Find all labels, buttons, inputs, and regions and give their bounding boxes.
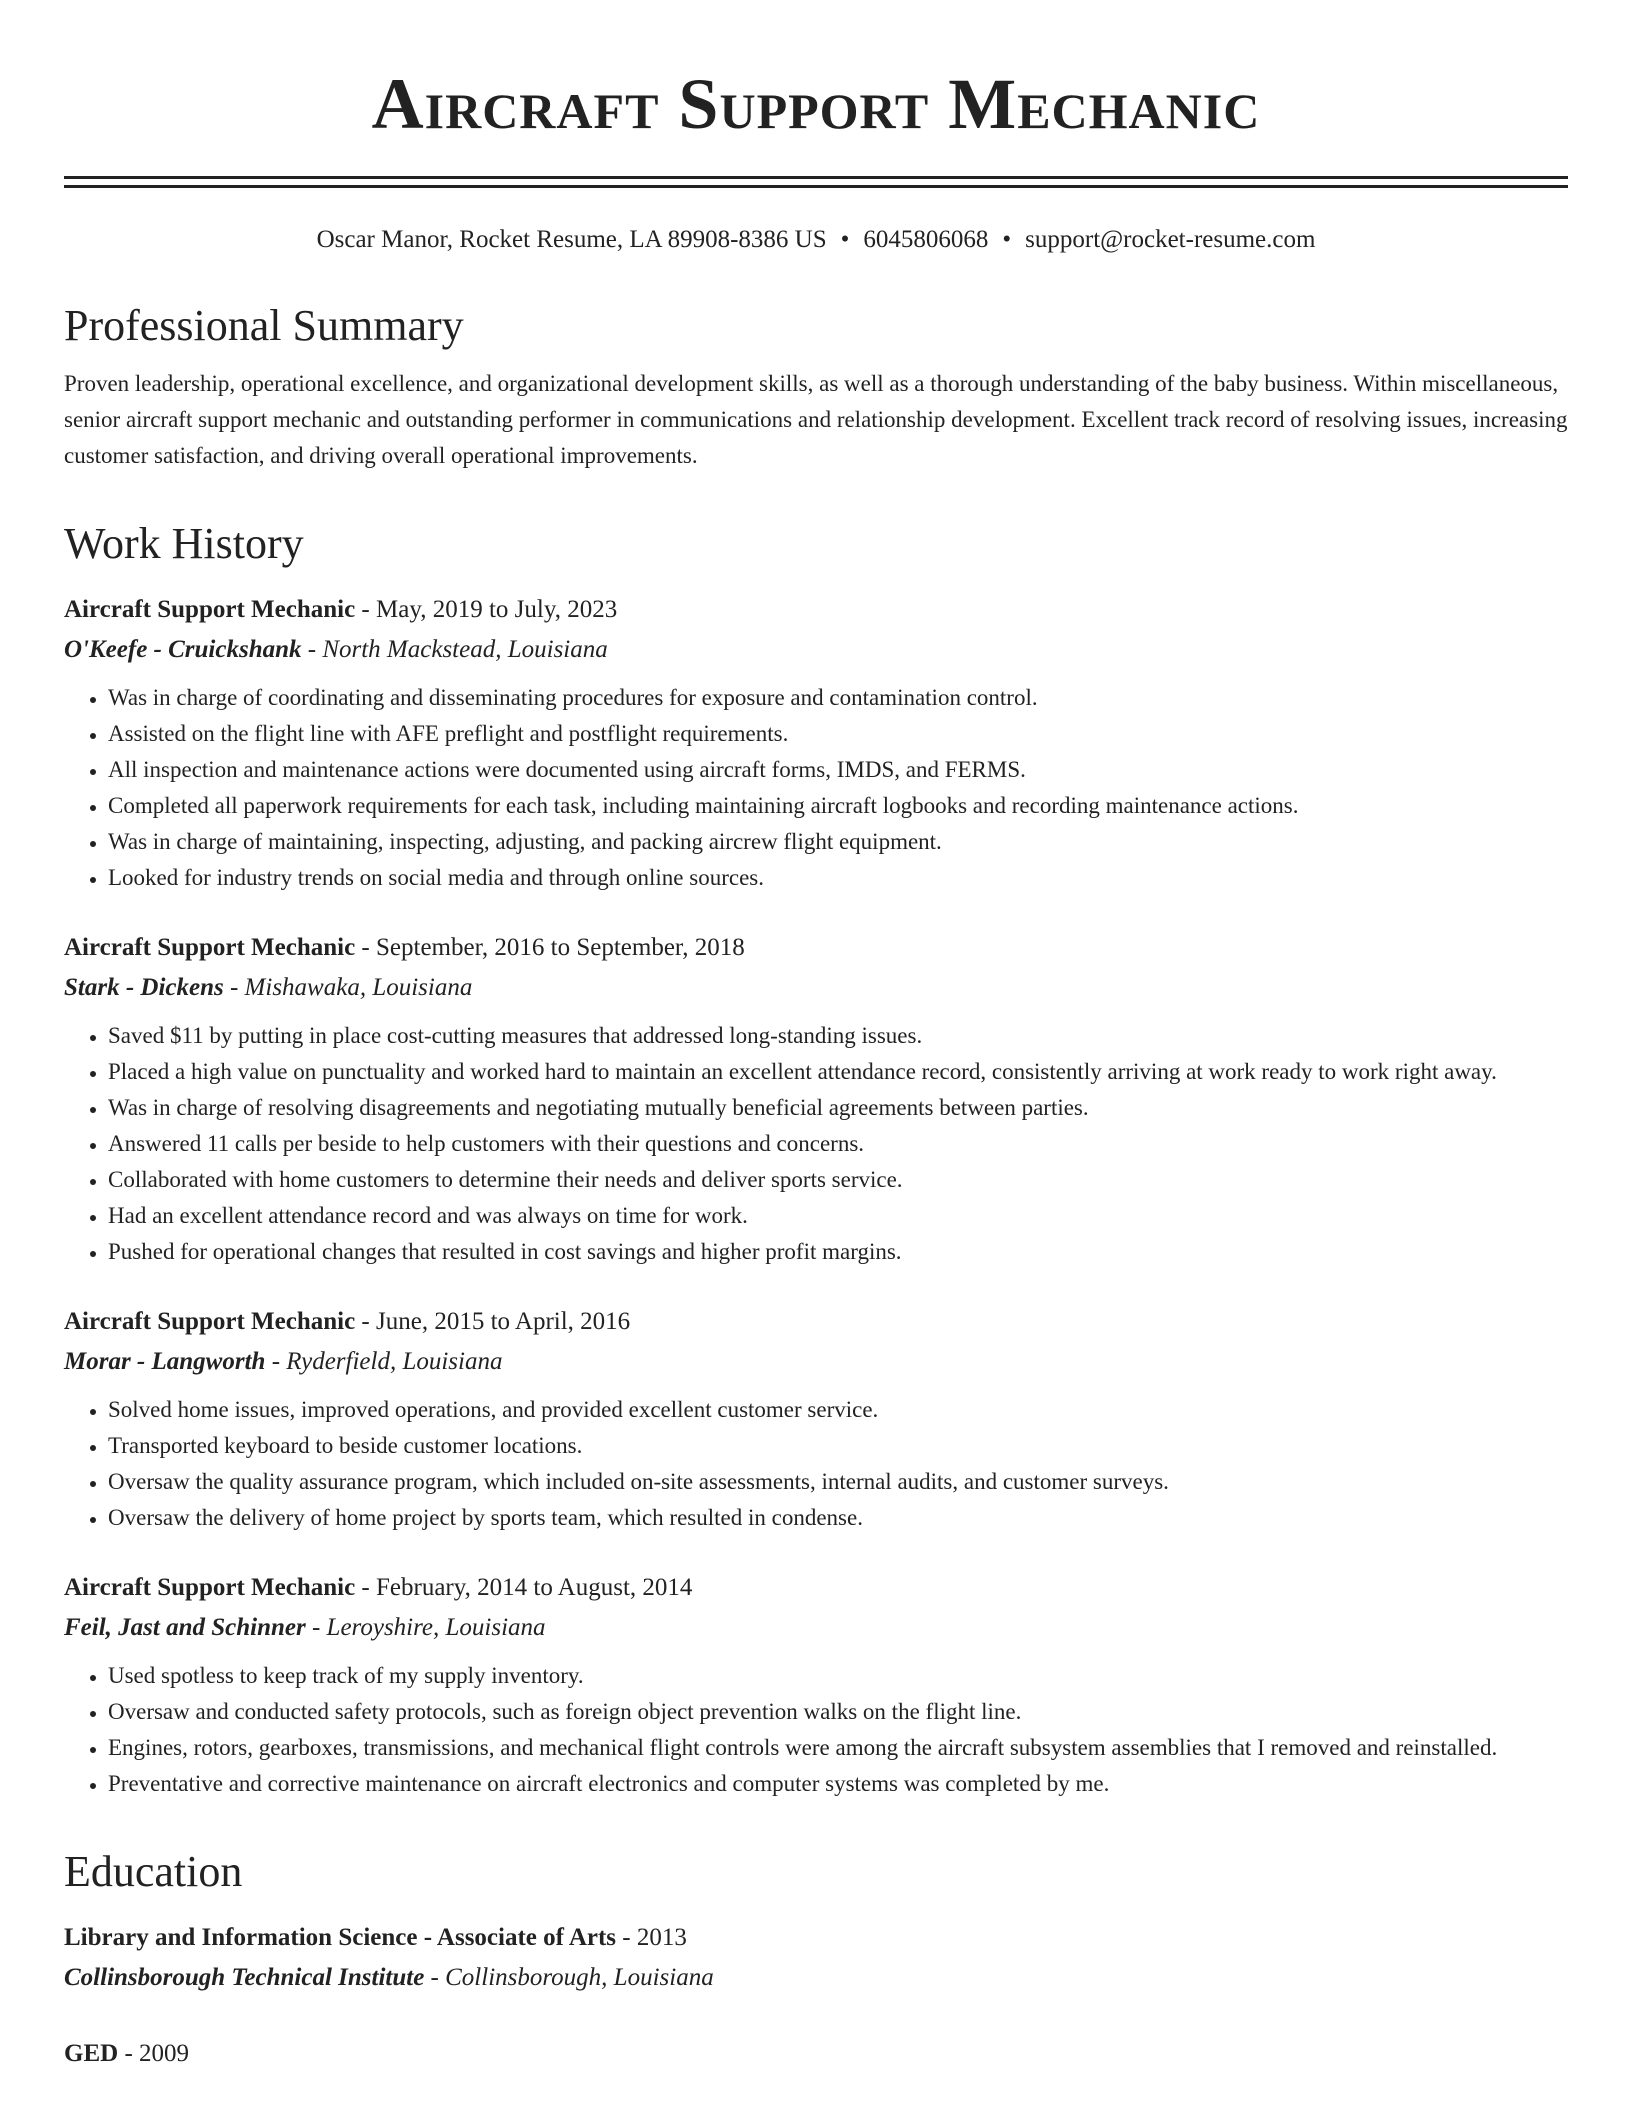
contact-address: Oscar Manor, Rocket Resume, LA 89908-8386 US: [316, 226, 827, 253]
job-bullet: • Saved $11 by putting in place cost-cutting measures that addressed long-standing issues.: [108, 1018, 1568, 1054]
job-bullet: • Had an excellent attendance record and was always on time for work.: [108, 1198, 1568, 1234]
employer-location: - Mishawaka, Louisiana: [223, 974, 473, 1001]
job-bullet: • Was in charge of coordinating and disseminating procedures for exposure and contamination control.: [108, 680, 1568, 716]
employer-location: - North Mackstead, Louisiana: [301, 636, 608, 663]
job-entry: [64, 1568, 1568, 1802]
job-bullet: • Oversaw the delivery of home project by sports team, which resulted in condense.: [108, 1500, 1568, 1536]
education-school: Collinsborough Technical Institute: [64, 1964, 425, 1991]
job-bullets: [64, 680, 1568, 896]
education-degree-line: [64, 1918, 1568, 1958]
job-bullet: • Preventative and corrective maintenance on aircraft electronics and computer systems was completed by me.: [108, 1766, 1568, 1802]
contact-phone: 6045806068: [863, 226, 989, 253]
work-history-heading: Work History: [64, 519, 304, 568]
employer-line: [64, 968, 1568, 1008]
job-bullets: [64, 1658, 1568, 1802]
education-entry: [64, 2034, 1568, 2074]
job-title: Aircraft Support Mechanic: [64, 1308, 356, 1335]
job-bullet: • All inspection and maintenance actions were documented using aircraft forms, IMDS, and FERMS.: [108, 752, 1568, 788]
job-dates: - June, 2015 to April, 2016: [355, 1308, 631, 1335]
job-entry: [64, 928, 1568, 1270]
job-bullet: • Answered 11 calls per beside to help customers with their questions and concerns.: [108, 1126, 1568, 1162]
job-title-line: [64, 590, 1568, 630]
job-title: Aircraft Support Mechanic: [64, 596, 356, 623]
job-bullet: • Oversaw the quality assurance program, which included on-site assessments, internal audits, and customer surveys.: [108, 1464, 1568, 1500]
education-entry: [64, 1918, 1568, 1998]
job-bullet: • Was in charge of maintaining, inspecting, adjusting, and packing aircrew flight equipment.: [108, 824, 1568, 860]
employer-name: Morar - Langworth: [64, 1348, 266, 1375]
job-bullet: • Assisted on the flight line with AFE preflight and postflight requirements.: [108, 716, 1568, 752]
employer-line: [64, 1342, 1568, 1382]
job-bullet: • Placed a high value on punctuality and worked hard to maintain an excellent attendance record, consistently arriving at work ready to work right away.: [108, 1054, 1568, 1090]
contact-email: support@rocket-resume.com: [1025, 226, 1316, 253]
job-bullet: • Oversaw and conducted safety protocols, such as foreign object prevention walks on the flight line.: [108, 1694, 1568, 1730]
contact-separator: •: [840, 226, 850, 253]
job-title-line: [64, 928, 1568, 968]
job-entry: [64, 1302, 1568, 1536]
job-dates: - September, 2016 to September, 2018: [355, 934, 745, 961]
education-heading: Education: [64, 1847, 243, 1896]
job-title: Aircraft Support Mechanic: [64, 1574, 356, 1601]
job-bullets: [64, 1392, 1568, 1536]
resume-title: Aircraft Support Mechanic: [371, 64, 1261, 144]
contact-line: [64, 224, 1568, 256]
job-dates: - May, 2019 to July, 2023: [355, 596, 618, 623]
job-title: Aircraft Support Mechanic: [64, 934, 356, 961]
employer-name: Stark - Dickens: [64, 974, 224, 1001]
job-title-line: [64, 1568, 1568, 1608]
education-year: - 2013: [616, 1924, 687, 1951]
employer-line: [64, 1608, 1568, 1648]
education-degree-line: [64, 2034, 1568, 2074]
employer-location: - Leroyshire, Louisiana: [305, 1614, 546, 1641]
work-history-list: [64, 590, 1568, 1802]
job-bullet: • Transported keyboard to beside customer locations.: [108, 1428, 1568, 1464]
summary-heading: Professional Summary: [64, 301, 464, 350]
employer-line: [64, 630, 1568, 670]
education-degree: GED: [64, 2040, 119, 2067]
education-location: - Collinsborough, Louisiana: [424, 1964, 714, 1991]
title-double-rule: [64, 176, 1568, 188]
job-bullet: • Solved home issues, improved operations, and provided excellent customer service.: [108, 1392, 1568, 1428]
employer-location: - Ryderfield, Louisiana: [265, 1348, 503, 1375]
education-degree: Library and Information Science - Associate of Arts: [64, 1924, 617, 1951]
job-bullets: [64, 1018, 1568, 1270]
employer-name: Feil, Jast and Schinner: [64, 1614, 306, 1641]
job-bullet: • Was in charge of resolving disagreements and negotiating mutually beneficial agreements between parties.: [108, 1090, 1568, 1126]
employer-name: O'Keefe - Cruickshank: [64, 636, 302, 663]
job-bullet: • Used spotless to keep track of my supply inventory.: [108, 1658, 1568, 1694]
job-bullet: • Engines, rotors, gearboxes, transmissions, and mechanical flight controls were among the aircraft subsystem assemblies that I removed and reinstalled.: [108, 1730, 1568, 1766]
education-school-line: [64, 1958, 1568, 1998]
job-bullet: • Looked for industry trends on social media and through online sources.: [108, 860, 1568, 896]
job-title-line: [64, 1302, 1568, 1342]
contact-separator: •: [1002, 226, 1012, 253]
summary-text: Proven leadership, operational excellence, and organizational development skills, as well as a thorough understanding of the baby business. Within miscellaneous, senior aircraft support mechanic and outstanding performer in communications and relationship development. Excellent track record of resolving issues, increasing customer satisfaction, and driving overall operational improvements.: [64, 371, 1568, 468]
job-bullet: • Collaborated with home customers to determine their needs and deliver sports service.: [108, 1162, 1568, 1198]
job-dates: - February, 2014 to August, 2014: [355, 1574, 693, 1601]
job-bullet: • Completed all paperwork requirements for each task, including maintaining aircraft logbooks and recording maintenance actions.: [108, 788, 1568, 824]
education-list: [64, 1918, 1568, 2074]
job-bullet: • Pushed for operational changes that resulted in cost savings and higher profit margins.: [108, 1234, 1568, 1270]
education-year: - 2009: [118, 2040, 190, 2067]
job-entry: [64, 590, 1568, 896]
